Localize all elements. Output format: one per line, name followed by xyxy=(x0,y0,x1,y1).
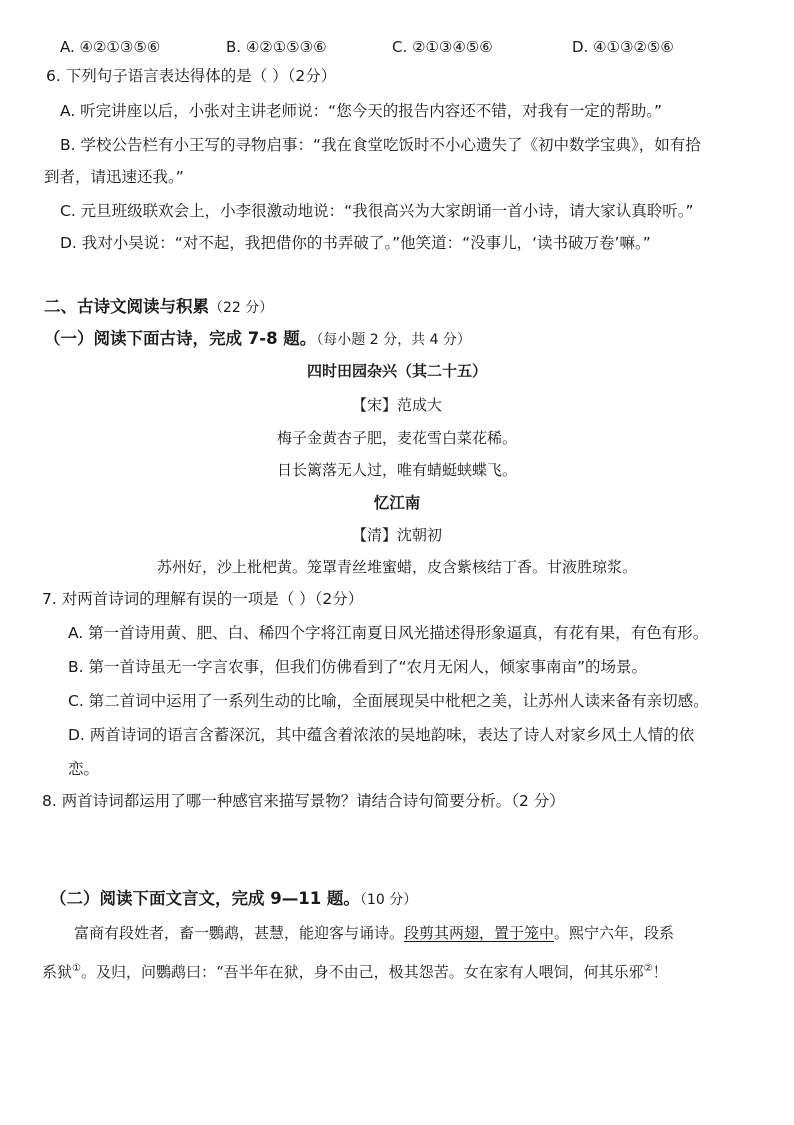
q5-option-c: C. ②①③④⑤⑥ xyxy=(392,38,493,56)
section-2-title: 二、古诗文阅读与积累 xyxy=(44,297,209,316)
q7-stem: 7. 对两首诗词的理解有误的一项是（ ）（2分） xyxy=(42,590,364,608)
part-2-heading xyxy=(50,888,417,911)
section-2-score: （22 分） xyxy=(209,300,274,316)
classical-underlined-sentence: 段剪其两翅，置于笼中 xyxy=(404,924,555,942)
part-2-title: （二）阅读下面文言文，完成 9—11 题。 xyxy=(50,889,360,908)
q5-option-d: D. ④①③②⑤⑥ xyxy=(572,38,674,56)
part-1-score: （每小题 2 分，共 4 分） xyxy=(316,332,471,348)
classical-line-1-a: 富商有段姓者，畜一鸚鹉，甚慧，能迎客与诵诗。 xyxy=(74,924,405,942)
q6-option-b-cont: 到者，请迅速还我。” xyxy=(44,168,184,186)
q5-option-b: B. ④②①⑤③⑥ xyxy=(226,38,327,56)
poem-2-author: 【清】沈朝初 xyxy=(351,526,442,544)
q7-option-d: D. 两首诗词的语言含蓄深沉，其中蕴含着浓浓的吴地韵味，表达了诗人对家乡风土人情的依 xyxy=(68,726,695,744)
poem-1-author: 【宋】范成大 xyxy=(351,396,442,414)
poem-1-line-1: 梅子金黄杏子肥，麦花雪白菜花稀。 xyxy=(276,429,517,447)
q7-option-d-cont: 恋。 xyxy=(68,760,100,778)
poem-2-line-1: 苏州好，沙上枇杷黄。笼罩青丝堆蜜蜡，皮含紫核结丁香。甘液胜琼浆。 xyxy=(156,558,637,576)
classical-line-2 xyxy=(42,958,668,983)
classical-line-1 xyxy=(74,922,674,944)
footnote-2-marker: ② xyxy=(643,963,653,974)
part-1-heading xyxy=(44,328,471,351)
q5-option-a: A. ④②①③⑤⑥ xyxy=(60,38,161,56)
poem-1-title: 四时田园杂兴（其二十五） xyxy=(306,362,487,380)
classical-line-2-c: ！ xyxy=(652,963,668,981)
q7-option-a: A. 第一首诗用黄、肥、白、稀四个字将江南夏日风光描述得形象逼真，有花有果，有色有形。 xyxy=(68,624,709,642)
q6-stem: 6. 下列句子语言表达得体的是（ ）（2分） xyxy=(46,67,337,85)
footnote-1-marker: ① xyxy=(72,963,81,974)
classical-line-2-b: 。及归，问鸚鹉曰：“吾半年在狱，身不由己，极其怨苦。女在家有人喂饲，何其乐邪 xyxy=(80,963,644,981)
classical-line-2-a: 系狱 xyxy=(42,963,73,981)
poem-1-line-2: 日长篱落无人过，唯有蜻蜓蛱蝶飞。 xyxy=(276,461,517,479)
classical-line-1-b: 。熙宁六年，段系 xyxy=(554,924,675,942)
q6-option-b: B. 学校公告栏有小王写的寻物启事：“我在食堂吃饭时不小心遗失了《初中数学宝典》，如有拾 xyxy=(60,136,701,154)
q8-stem: 8. 两首诗词都运用了哪一种感官来描写景物？请结合诗句简要分析。（2 分） xyxy=(42,792,565,810)
q7-option-c: C. 第二首词中运用了一系列生动的比喻，全面展现吴中枇杷之美，让苏州人读来备有亲切感。 xyxy=(68,692,709,710)
q6-option-c: C. 元旦班级联欢会上，小李很激动地说：“我很高兴为大家朗诵一首小诗，请大家认真聆听。” xyxy=(60,202,694,220)
poem-2-title: 忆江南 xyxy=(373,493,421,512)
q7-option-b: B. 第一首诗虽无一字言农事，但我们仿佛看到了“农月无闲人，倾家事南亩”的场景。 xyxy=(68,658,648,676)
q6-option-d: D. 我对小吴说：“对不起，我把借你的书弄破了。”他笑道：“没事儿，‘读书破万卷’嘛。” xyxy=(60,234,651,252)
q6-option-a: A. 听完讲座以后，小张对主讲老师说：“您今天的报告内容还不错，对我有一定的帮助。” xyxy=(60,102,662,120)
section-2-heading xyxy=(44,296,273,319)
part-2-score: （10 分） xyxy=(359,892,418,908)
part-1-title: （一）阅读下面古诗，完成 7-8 题。 xyxy=(44,329,317,348)
